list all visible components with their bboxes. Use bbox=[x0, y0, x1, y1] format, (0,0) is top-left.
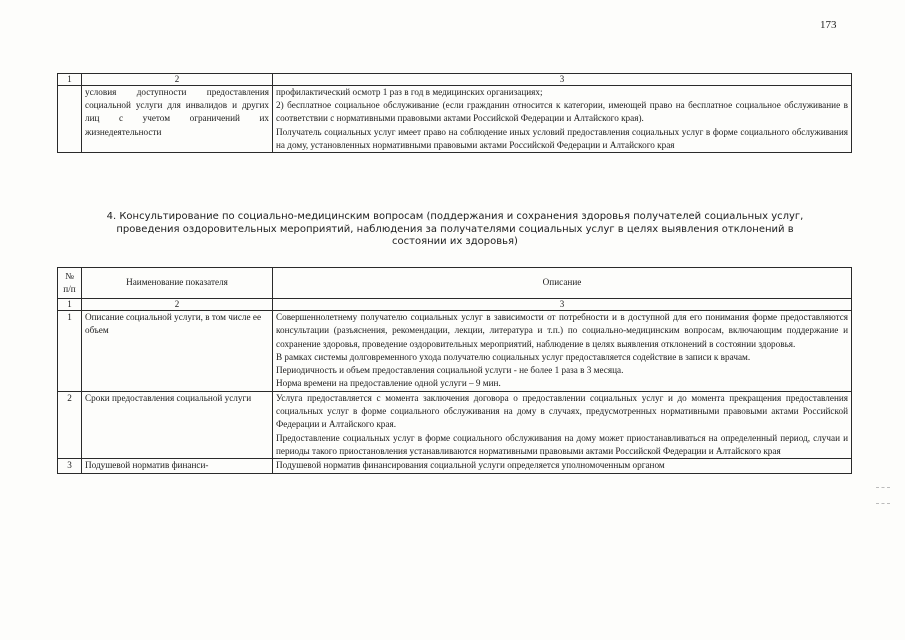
page-number: 173 bbox=[820, 19, 837, 31]
scan-artifact-line bbox=[876, 487, 890, 488]
table-row bbox=[58, 86, 852, 153]
description-paragraph: профилактический осмотр 1 раз в год в медицинских организациях; bbox=[276, 87, 543, 97]
table-row bbox=[58, 311, 852, 392]
continued-conditions-table bbox=[57, 73, 852, 153]
column-index-row bbox=[58, 299, 852, 311]
header-number: № п/п bbox=[58, 268, 82, 299]
service-description-table bbox=[57, 267, 852, 474]
header-indicator-name: Наименование показателя bbox=[82, 268, 273, 299]
description-paragraph: Предоставление социальных услуг в форме социального обслуживания на дому может приостанавливаться на определенный период, случаи и периоды такого приостановления устанавливаются нормативными правовыми актами Российской Федерации и Алтайского края bbox=[276, 432, 848, 456]
header-row bbox=[58, 268, 852, 299]
description-paragraph: Получатель социальных услуг имеет право на соблюдение иных условий предоставления социальных услуг в форме социального обслуживания на дому, установленных нормативными правовыми актами Российской Федерации и Алтайского края bbox=[276, 126, 848, 150]
indicator-name-cell: условия доступности предоставления социальной услуги для инвалидов и других лиц с учетом ограничений их жизнедеятельности bbox=[82, 86, 273, 153]
index-cell: 2 bbox=[82, 74, 273, 86]
column-index-row bbox=[58, 74, 852, 86]
description-paragraph: 2) бесплатное социальное обслуживание (если гражданин относится к категории, имеющей право на бесплатное социальное обслуживание в соответствии с нормативными правовыми актами Российской Федерации и Алтайского края). bbox=[276, 100, 848, 124]
description-cell bbox=[273, 311, 852, 392]
scan-artifact-line bbox=[876, 503, 890, 504]
description-paragraph: Норма времени на предоставление одной услуги – 9 мин. bbox=[276, 378, 501, 389]
index-cell: 1 bbox=[58, 74, 82, 86]
table-row bbox=[58, 459, 852, 473]
row-number-cell: 3 bbox=[58, 459, 82, 473]
row-number-cell: 2 bbox=[58, 391, 82, 458]
description-cell bbox=[273, 459, 852, 473]
index-cell: 3 bbox=[273, 299, 852, 311]
index-cell: 3 bbox=[273, 74, 852, 86]
description-cell bbox=[273, 86, 852, 153]
indicator-name-cell: Сроки предоставления социальной услуги bbox=[82, 391, 273, 458]
indicator-name-cell: Описание социальной услуги, в том числе ее объем bbox=[82, 311, 273, 392]
description-paragraph: Подушевой норматив финансирования социальной услуги определяется уполномоченным органом bbox=[276, 460, 665, 471]
description-paragraph: Периодичность и объем предоставления социальной услуги - не более 1 раза в 3 месяца. bbox=[276, 365, 624, 376]
section-title: 4. Консультирование по социально-медицинским вопросам (поддержания и сохранения здоровья получателей социальных услуг, проведения оздоровительных мероприятий, наблюдения за получателями социальных услуг в целях выявления отклонений в состоянии их здоровья) bbox=[106, 211, 804, 247]
row-number-cell bbox=[58, 86, 82, 153]
indicator-name-cell: Подушевой норматив финанси- bbox=[82, 459, 273, 473]
index-cell: 1 bbox=[58, 299, 82, 311]
description-paragraph: В рамках системы долговременного ухода получателю социальных услуг предоставляется содействие в записи к врачам. bbox=[276, 351, 751, 362]
description-paragraph: Совершеннолетнему получателю социальных услуг в зависимости от потребности и в доступной для его понимания форме предоставляются консультации (разъяснения, рекомендации, лекции, литература и т.п.) по социально-медицинским вопросам, включающим поддержание и сохранение здоровья, проведение оздоровительных мероприятий, наблюдение в целях выявления отклонений в состоянии здоровья. bbox=[276, 312, 848, 349]
header-description: Описание bbox=[273, 268, 852, 299]
table-row bbox=[58, 391, 852, 458]
row-number-cell: 1 bbox=[58, 311, 82, 392]
description-cell bbox=[273, 391, 852, 458]
index-cell: 2 bbox=[82, 299, 273, 311]
description-paragraph: Услуга предоставляется с момента заключения договора о предоставлении социальных услуг и до момента прекращения предоставления социальных услуг в форме социального обслуживания на дому в случаях, предусмотренных нормативными правовыми актами Российской Федерации и Алтайского края. bbox=[276, 392, 848, 430]
